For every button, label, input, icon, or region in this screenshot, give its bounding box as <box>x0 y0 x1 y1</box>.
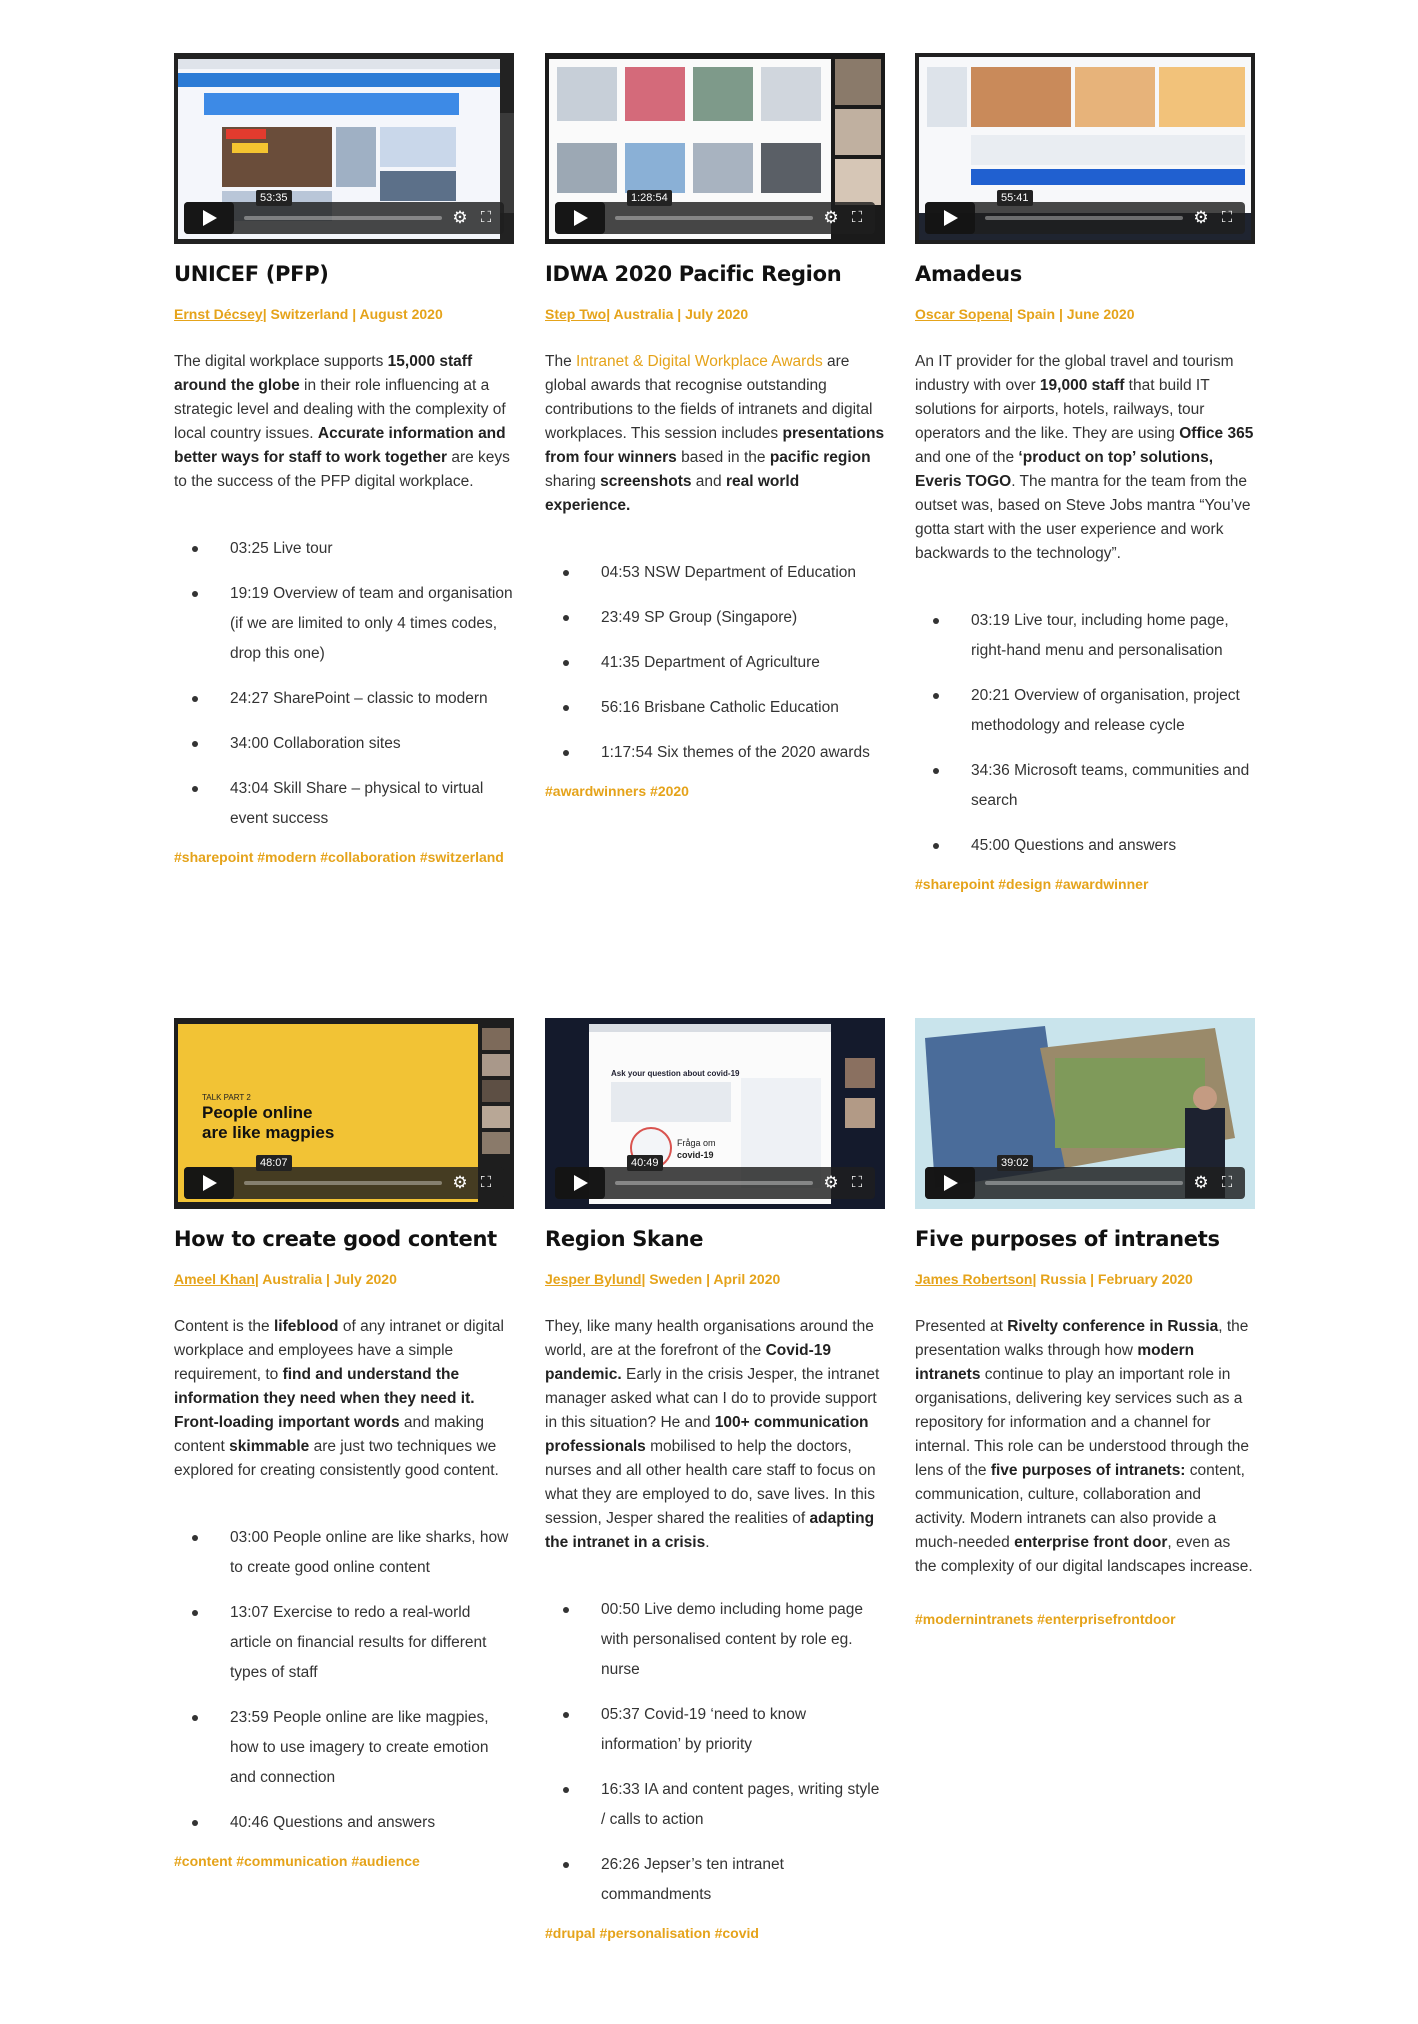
gear-icon[interactable]: ⚙ <box>452 1173 468 1192</box>
meta-location-date: | Australia | July 2020 <box>254 1271 397 1287</box>
meta-location-date: | Switzerland | August 2020 <box>262 306 443 322</box>
timecode-item: 1:17:54 Six themes of the 2020 awards <box>545 738 885 768</box>
card-tags[interactable]: #sharepoint #design #awardwinner <box>915 876 1149 892</box>
progress-bar[interactable] <box>985 1181 1183 1185</box>
card-tags[interactable]: #awardwinners #2020 <box>545 783 689 799</box>
fullscreen-icon[interactable]: ⛶ <box>480 1174 492 1191</box>
timecode-list <box>174 1523 514 1838</box>
thumb-badge-2: covid-19 <box>677 1150 714 1160</box>
meta-location-date: | Russia | February 2020 <box>1032 1271 1193 1287</box>
timecode-item: 05:37 Covid-19 ‘need to know information’ by priority <box>545 1700 885 1760</box>
gear-icon[interactable]: ⚙ <box>823 1173 839 1192</box>
timecode-list <box>915 606 1255 861</box>
video-duration: 40:49 <box>627 1155 663 1171</box>
fullscreen-icon[interactable]: ⛶ <box>1221 1174 1233 1191</box>
card-title: Region Skane <box>545 1227 704 1251</box>
video-duration: 39:02 <box>997 1155 1033 1171</box>
timecode-list <box>174 534 514 834</box>
card-meta <box>174 306 514 322</box>
author-link[interactable]: Ameel Khan <box>174 1271 255 1287</box>
video-card-five-purposes <box>915 1018 1255 1631</box>
timecode-item: 41:35 Department of Agriculture <box>545 648 885 678</box>
thumb-small-text: TALK PART 2 <box>202 1093 251 1102</box>
card-meta <box>545 1271 885 1287</box>
timecode-item: 56:16 Brisbane Catholic Education <box>545 693 885 723</box>
play-icon[interactable] <box>184 202 234 234</box>
card-title: How to create good content <box>174 1227 497 1251</box>
timecode-item: 03:00 People online are like sharks, how to create good online content <box>174 1523 514 1583</box>
video-player[interactable] <box>545 1018 885 1209</box>
video-controls <box>925 1157 1245 1199</box>
card-tags[interactable]: #sharepoint #modern #collaboration #switzerland <box>174 849 504 865</box>
play-icon[interactable] <box>555 202 605 234</box>
gear-icon[interactable]: ⚙ <box>452 208 468 227</box>
video-player[interactable] <box>174 1018 514 1209</box>
play-icon[interactable] <box>555 1167 605 1199</box>
timecode-list <box>545 558 885 768</box>
card-description: The digital workplace supports 15,000 staff around the globe in their role influencing at a strategic level and dealing with the complexity of local country issues. Accurate information and better ways for staff to work together are keys to the success of the PFP digital workplace. <box>174 353 510 490</box>
progress-bar[interactable] <box>615 216 813 220</box>
meta-location-date: | Australia | July 2020 <box>606 306 749 322</box>
video-duration: 53:35 <box>256 190 292 206</box>
fullscreen-icon[interactable]: ⛶ <box>851 209 863 226</box>
fullscreen-icon[interactable]: ⛶ <box>851 1174 863 1191</box>
video-duration: 55:41 <box>997 190 1033 206</box>
card-meta <box>915 1271 1255 1287</box>
video-card-unicef <box>174 53 514 869</box>
card-description: The Intranet & Digital Workplace Awards are global awards that recognise outstanding contributions to the fields of intranets and digital workplaces. This session includes presentations from four winners based in the pacific region sharing screenshots and real world experience. <box>545 353 885 514</box>
author-link[interactable]: Jesper Bylund <box>545 1271 642 1287</box>
timecode-item: 20:21 Overview of organisation, project methodology and release cycle <box>915 681 1255 741</box>
timecode-item: 45:00 Questions and answers <box>915 831 1255 861</box>
author-link[interactable]: Step Two <box>545 306 607 322</box>
card-meta <box>174 1271 514 1287</box>
thumb-big-text-2: are like magpies <box>202 1123 335 1142</box>
timecode-item: 16:33 IA and content pages, writing style / calls to action <box>545 1775 885 1835</box>
timecode-item: 26:26 Jepser’s ten intranet commandments <box>545 1850 885 1910</box>
gear-icon[interactable]: ⚙ <box>1193 1173 1209 1192</box>
card-description: Content is the lifeblood of any intranet or digital workplace and employees have a simple requirement, to find and understand the information they need when they need it. Front-loading important words and making content skimmable are just two techniques we explored for creating consistently good content. <box>174 1318 504 1479</box>
video-player[interactable] <box>174 53 514 244</box>
play-icon[interactable] <box>925 1167 975 1199</box>
gear-icon[interactable]: ⚙ <box>823 208 839 227</box>
gear-icon[interactable]: ⚙ <box>1193 208 1209 227</box>
meta-location-date: | Spain | June 2020 <box>1009 306 1135 322</box>
author-link[interactable]: Ernst Décsey <box>174 306 263 322</box>
card-title: Five purposes of intranets <box>915 1227 1220 1251</box>
video-card-idwa <box>545 53 885 803</box>
timecode-list <box>545 1595 885 1910</box>
progress-bar[interactable] <box>985 216 1183 220</box>
thumb-heading: Ask your question about covid-19 <box>611 1069 740 1078</box>
play-icon[interactable] <box>184 1167 234 1199</box>
card-description: Presented at Rivelty conference in Russia, the presentation walks through how modern intranets continue to play an important role in organisations, delivering key services such as a repository for information and a channel for internal. This role can be understood through the lens of the five purposes of intranets: content, communication, culture, collaboration and activity. Modern intranets can also provide a much-needed enterprise front door, even as the complexity of our digital landscapes increase. <box>915 1318 1253 1575</box>
progress-bar[interactable] <box>244 216 442 220</box>
card-tags[interactable]: #modernintranets #enterprisefrontdoor <box>915 1611 1176 1627</box>
author-link[interactable]: Oscar Sopena <box>915 306 1010 322</box>
play-icon[interactable] <box>925 202 975 234</box>
timecode-item: 00:50 Live demo including home page with personalised content by role eg. nurse <box>545 1595 885 1685</box>
timecode-item: 19:19 Overview of team and organisation (if we are limited to only 4 times codes, drop this one) <box>174 579 514 669</box>
meta-location-date: | Sweden | April 2020 <box>641 1271 781 1287</box>
video-card-amadeus <box>915 53 1255 896</box>
progress-bar[interactable] <box>244 1181 442 1185</box>
card-title: Amadeus <box>915 262 1022 286</box>
card-meta <box>915 306 1255 322</box>
timecode-item: 04:53 NSW Department of Education <box>545 558 885 588</box>
video-duration: 1:28:54 <box>627 190 672 206</box>
timecode-item: 34:36 Microsoft teams, communities and search <box>915 756 1255 816</box>
fullscreen-icon[interactable]: ⛶ <box>480 209 492 226</box>
video-player[interactable] <box>915 1018 1255 1209</box>
card-meta <box>545 306 885 322</box>
video-player[interactable] <box>545 53 885 244</box>
video-controls <box>555 192 875 234</box>
video-controls <box>184 1157 504 1199</box>
timecode-item: 23:49 SP Group (Singapore) <box>545 603 885 633</box>
card-tags[interactable]: #content #communication #audience <box>174 1853 420 1869</box>
timecode-item: 13:07 Exercise to redo a real-world article on financial results for different types of staff <box>174 1598 514 1688</box>
timecode-item: 34:00 Collaboration sites <box>174 729 514 759</box>
timecode-item: 03:25 Live tour <box>174 534 514 564</box>
video-card-good-content <box>174 1018 514 1873</box>
author-link[interactable]: James Robertson <box>915 1271 1033 1287</box>
timecode-item: 23:59 People online are like magpies, how to use imagery to create emotion and connection <box>174 1703 514 1793</box>
card-tags[interactable]: #drupal #personalisation #covid <box>545 1925 759 1941</box>
card-description: They, like many health organisations around the world, are at the forefront of the Covid-19 pandemic. Early in the crisis Jesper, the intranet manager asked what can I do to provide support in this situation? He and 100+ communication professionals mobilised to help the doctors, nurses and all other health care staff to focus on what they are employed to do, save lives. In this session, Jesper shared the realities of adapting the intranet in a crisis. <box>545 1318 880 1551</box>
fullscreen-icon[interactable]: ⛶ <box>1221 209 1233 226</box>
thumb-big-text-1: People online <box>202 1103 313 1122</box>
video-duration: 48:07 <box>256 1155 292 1171</box>
timecode-item: 24:27 SharePoint – classic to modern <box>174 684 514 714</box>
video-card-region-skane <box>545 1018 885 1945</box>
card-title: IDWA 2020 Pacific Region <box>545 262 842 286</box>
video-controls <box>184 192 504 234</box>
card-description: An IT provider for the global travel and tourism industry with over 19,000 staff that build IT solutions for airports, hotels, railways, tour operators and the like. They are using Office 365 and one of the ‘product on top’ solutions, Everis TOGO. The mantra for the team from the outset was, based on Steve Jobs mantra “You’ve gotta start with the user experience and work backwards to the technology”. <box>915 353 1254 562</box>
thumb-badge-1: Fråga om <box>677 1138 716 1148</box>
video-controls <box>925 192 1245 234</box>
video-player[interactable] <box>915 53 1255 244</box>
card-title: UNICEF (PFP) <box>174 262 329 286</box>
timecode-item: 40:46 Questions and answers <box>174 1808 514 1838</box>
video-controls <box>555 1157 875 1199</box>
timecode-item: 03:19 Live tour, including home page, right-hand menu and personalisation <box>915 606 1255 666</box>
progress-bar[interactable] <box>615 1181 813 1185</box>
timecode-item: 43:04 Skill Share – physical to virtual event success <box>174 774 514 834</box>
